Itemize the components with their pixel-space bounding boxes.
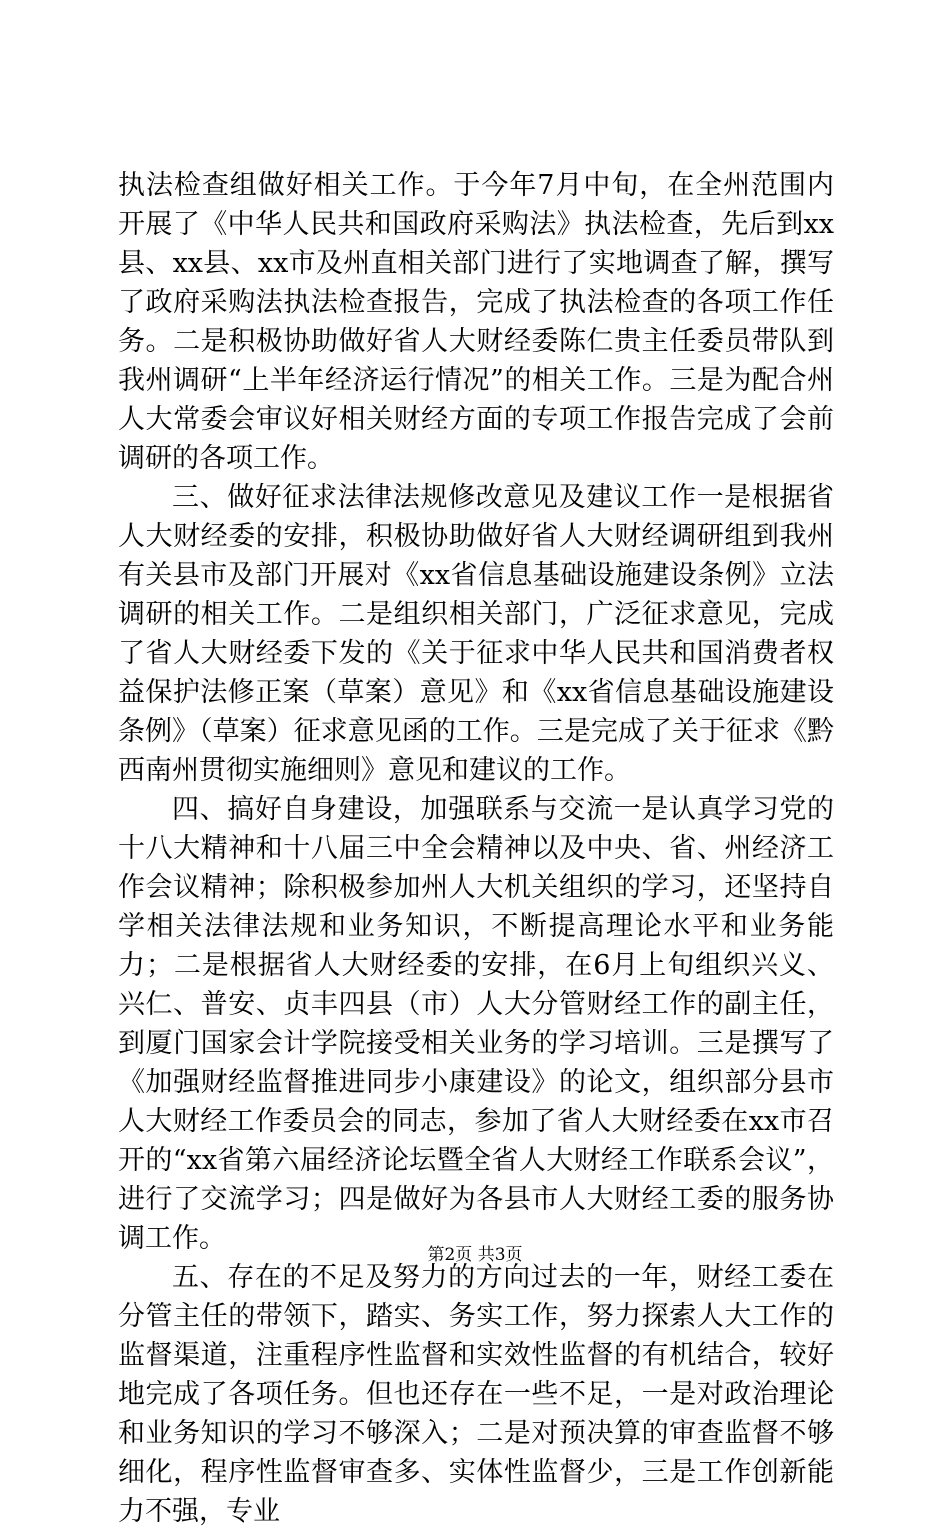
paragraph-3: 四、搞好自身建设，加强联系与交流一是认真学习党的十八大精神和十八届三中全会精神以及中央、省、州经济工作会议精神；除积极参加州人大机关组织的学习，还坚持自学相关法律法规和业务知识，不断提高理论水平和业务能力；二是根据省人大财经委的安排，在6月上旬组织兴义、兴仁、普安、贞丰四县（市）人大分管财经工作的副主任，到厦门国家会计学院接受相关业务的学习培训。三是撰写了《加强财经监督推进同步小康建设》的论文，组织部分县市人大财经工作委员会的同志，参加了省人大财经委在xx市召开的“xx省第六届经济论坛暨全省人大财经工作联系会议”，进行了交流学习；四是做好为各县市人大财经工委的服务协调工作。: [118, 794, 834, 1254]
paragraph-4: 五、存在的不足及努力的方向过去的一年，财经工委在分管主任的带领下，踏实、务实工作，努力探索人大工作的监督渠道，注重程序性监督和实效性监督的有机结合，较好地完成了各项任务。但也还存在一些不足，一是对政治理论和业务知识的学习不够深入；二是对预决算的审查监督不够细化，程序性监督审查多、实体性监督少，三是工作创新能力不强，专业: [118, 1262, 834, 1527]
page-footer: 第2页 共3页: [427, 1245, 523, 1265]
document-body: [118, 166, 834, 1531]
paragraph-2: 三、做好征求法律法规修改意见及建议工作一是根据省人大财经委的安排，积极协助做好省人大财经调研组到我州有关县市及部门开展对《xx省信息基础设施建设条例》立法调研的相关工作。二是组织相关部门，广泛征求意见，完成了省人大财经委下发的《关于征求中华人民共和国消费者权益保护法修正案（草案）意见》和《xx省信息基础设施建设条例》（草案）征求意见函的工作。三是完成了关于征求《黔西南州贯彻实施细则》意见和建议的工作。: [118, 482, 834, 786]
paragraph-1: 执法检查组做好相关工作。于今年7月中旬，在全州范围内开展了《中华人民共和国政府采购法》执法检查，先后到xx县、xx县、xx市及州直相关部门进行了实地调查了解，撰写了政府采购法执法检查报告，完成了执法检查的各项工作任务。二是积极协助做好省人大财经委陈仁贵主任委员带队到我州调研“上半年经济运行情况”的相关工作。三是为配合州人大常委会审议好相关财经方面的专项工作报告完成了会前调研的各项工作。: [118, 170, 834, 474]
